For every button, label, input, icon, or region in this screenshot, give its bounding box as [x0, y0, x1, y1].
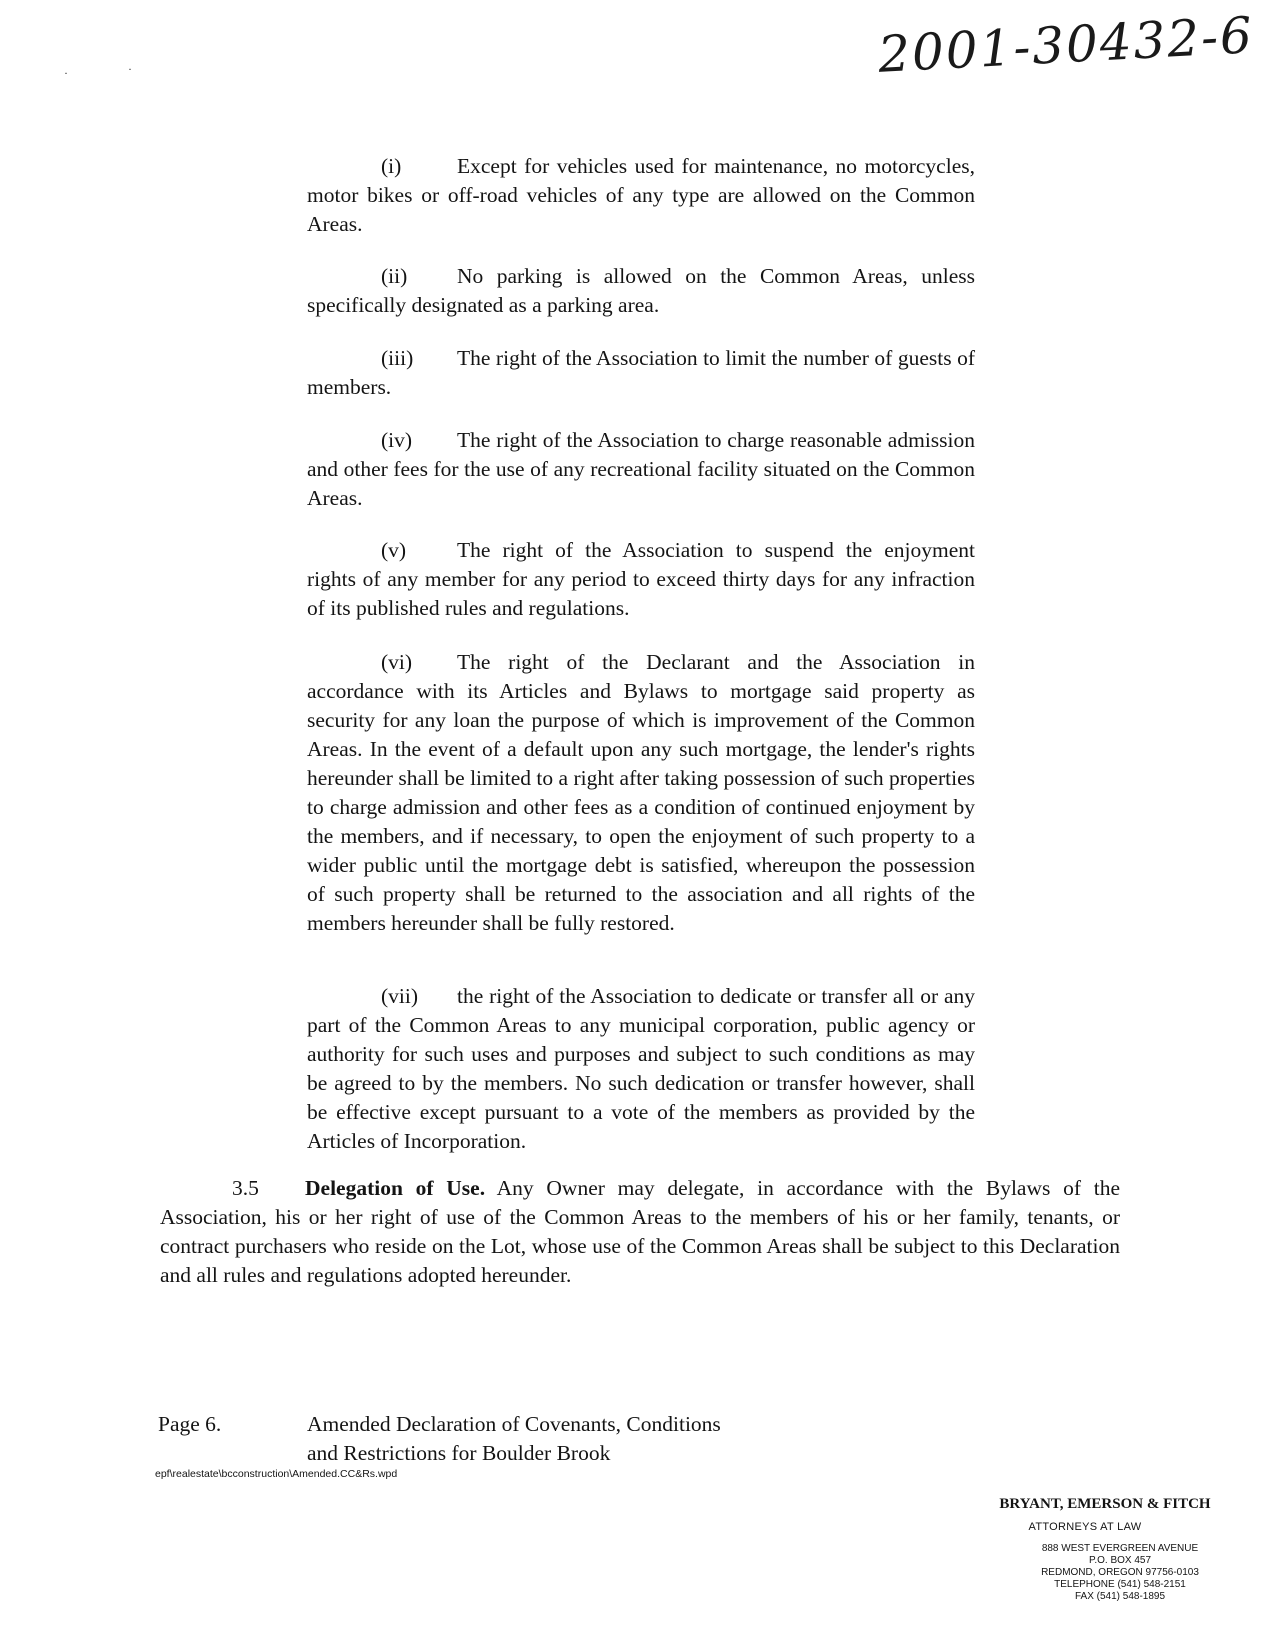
subsection-vii — [307, 982, 975, 1156]
subsection-number: (iii) — [381, 346, 414, 370]
footer-document-title — [307, 1410, 721, 1468]
section-text: Any Owner may delegate, in accordance with the Bylaws of the Association, his or her right of use of the Common Areas to the members of his or her family, tenants, or contract purchasers who reside on the Lot, whose use of the Common Areas shall be subject to this Declaration and all rules and regulations adopted hereunder. — [160, 1176, 1120, 1287]
firm-name: BRYANT, EMERSON & FITCH — [999, 1496, 1211, 1512]
subsection-vi — [307, 648, 975, 938]
subsection-text: The right of the Declarant and the Association in accordance with its Articles and Bylaws to mortgage said property as security for any loan the purpose of which is improvement of the Common Areas. In the event of a default upon any such mortgage, the lender's rights hereunder shall be limited to a right after taking possession of such properties to charge admission and other fees as a condition of continued enjoyment by the members, and if necessary, to open the enjoyment of such property to a wider public until the mortgage debt is satisfied, whereupon the possession of such property shall be returned to the association and all rights of the members hereunder shall be fully restored. — [307, 650, 975, 935]
subsection-text: The right of the Association to suspend the enjoyment rights of any member for any period to exceed thirty days for any infraction of its published rules and regulations. — [307, 538, 975, 620]
subsection-number: (v) — [381, 538, 407, 562]
firm-subtitle: ATTORNEYS AT LAW — [1028, 1521, 1142, 1533]
subsection-v — [307, 536, 975, 623]
law-firm-letterhead — [920, 1496, 1250, 1603]
subsection-text: No parking is allowed on the Common Areas, unless specifically designated as a parking area. — [307, 264, 975, 317]
subsection-number: (ii) — [381, 264, 408, 288]
subsection-number: (iv) — [381, 428, 413, 452]
subsection-i — [307, 152, 975, 239]
subsection-text: Except for vehicles used for maintenance, no motorcycles, motor bikes or off-road vehicles of any type are allowed on the Common Areas. — [307, 154, 975, 236]
scan-speck: · — [64, 66, 68, 80]
address-line: 888 WEST EVERGREEN AVENUE — [1041, 1543, 1199, 1554]
subsection-iii — [307, 344, 975, 402]
subsection-text: The right of the Association to limit the number of guests of members. — [307, 346, 975, 399]
subsection-text: The right of the Association to charge reasonable admission and other fees for the use of any recreational facility situated on the Common Areas. — [307, 428, 975, 510]
section-3-5 — [160, 1174, 1120, 1290]
section-heading: Delegation of Use. — [305, 1176, 486, 1200]
footer-title-line: and Restrictions for Boulder Brook — [307, 1441, 611, 1465]
firm-address — [990, 1543, 1250, 1603]
footer-file-path: epf\realestate\bcconstruction\Amended.CC&Rs.wpd — [155, 1468, 398, 1480]
scan-speck: · — [128, 62, 132, 76]
address-line: TELEPHONE (541) 548-2151 — [1054, 1579, 1186, 1590]
recording-number-stamp: 2001-30432-6 — [876, 6, 1256, 84]
subsection-iv — [307, 426, 975, 513]
address-line: FAX (541) 548-1895 — [1074, 1591, 1166, 1602]
footer-page-number: Page 6. — [158, 1412, 222, 1436]
address-line: REDMOND, OREGON 97756-0103 — [1041, 1567, 1199, 1578]
subsection-number: (i) — [381, 154, 402, 178]
subsection-number: (vi) — [381, 650, 413, 674]
subsection-ii — [307, 262, 975, 320]
subsection-text: the right of the Association to dedicate or transfer all or any part of the Common Areas to any municipal corporation, public agency or authority for such uses and purposes and subject to such conditions as may be agreed to by the members. No such dedication or transfer however, shall be effective except pursuant to a vote of the members as provided by the Articles of Incorporation. — [307, 984, 975, 1153]
section-number: 3.5 — [232, 1176, 259, 1200]
address-line: P.O. BOX 457 — [1088, 1555, 1152, 1566]
subsection-number: (vii) — [381, 984, 419, 1008]
footer-title-line: Amended Declaration of Covenants, Conditions — [307, 1412, 721, 1436]
